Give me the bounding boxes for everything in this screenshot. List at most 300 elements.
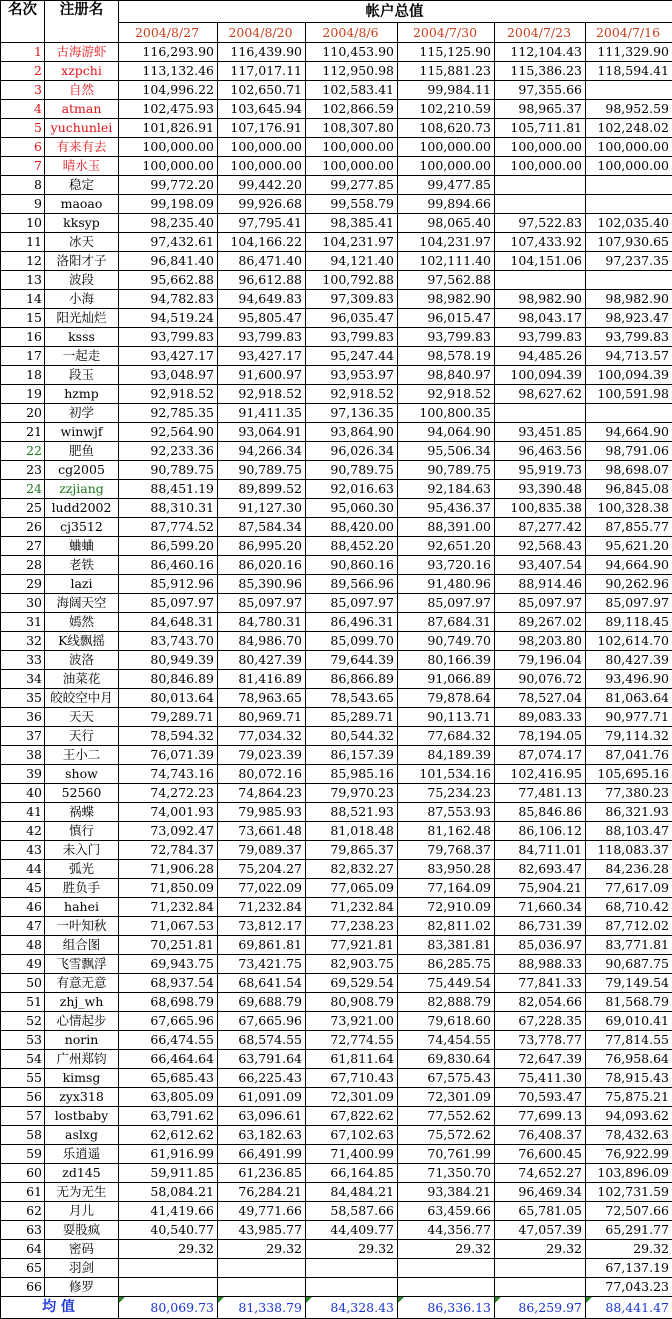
name-cell: kksyp (45, 214, 119, 233)
value-cell: 87,684.31 (398, 613, 495, 632)
value-cell: 68,641.54 (218, 974, 306, 993)
value-cell: 67,228.35 (495, 1012, 586, 1031)
value-cell: 75,204.27 (218, 860, 306, 879)
name-cell: 一叶知秋 (45, 917, 119, 936)
name-cell: 耍股疯 (45, 1221, 119, 1240)
table-row (1, 689, 672, 708)
value-cell: 91,600.97 (218, 366, 306, 385)
value-cell: 67,710.43 (306, 1069, 398, 1088)
value-cell: 115,881.23 (398, 62, 495, 81)
value-cell: 96,845.08 (586, 480, 672, 499)
value-cell: 75,411.30 (495, 1069, 586, 1088)
value-cell: 79,149.54 (586, 974, 672, 993)
value-cell: 91,127.30 (218, 499, 306, 518)
rank-cell: 60 (1, 1164, 45, 1183)
table-row (1, 404, 672, 423)
value-cell: 80,166.39 (398, 651, 495, 670)
value-cell: 100,800.35 (398, 404, 495, 423)
value-cell: 98,982.90 (398, 290, 495, 309)
value-cell: 84,236.28 (586, 860, 672, 879)
value-cell: 29.32 (495, 1240, 586, 1259)
name-cell: norin (45, 1031, 119, 1050)
value-cell: 84,711.01 (495, 841, 586, 860)
value-cell: 94,782.83 (119, 290, 218, 309)
value-cell: 97,309.83 (306, 290, 398, 309)
rank-cell: 49 (1, 955, 45, 974)
rank-cell: 16 (1, 328, 45, 347)
value-cell: 85,036.97 (495, 936, 586, 955)
table-row (1, 328, 672, 347)
value-cell: 83,743.70 (119, 632, 218, 651)
value-cell: 98,698.07 (586, 461, 672, 480)
rank-cell: 1 (1, 43, 45, 62)
value-cell: 90,076.72 (495, 670, 586, 689)
value-cell: 85,099.70 (306, 632, 398, 651)
value-cell: 99,198.09 (119, 195, 218, 214)
table-row (1, 1145, 672, 1164)
value-cell: 116,439.90 (218, 43, 306, 62)
value-cell: 113,132.46 (119, 62, 218, 81)
table-row (1, 1221, 672, 1240)
name-cell: xzpchi (45, 62, 119, 81)
name-cell: 王小二 (45, 746, 119, 765)
table-row (1, 765, 672, 784)
value-cell: 75,904.21 (495, 879, 586, 898)
table-row (1, 1012, 672, 1031)
value-cell: 69,861.81 (218, 936, 306, 955)
table-row (1, 879, 672, 898)
value-cell: 63,805.09 (119, 1088, 218, 1107)
value-cell: 78,915.43 (586, 1069, 672, 1088)
value-cell: 82,832.27 (306, 860, 398, 879)
value-cell (495, 404, 586, 423)
value-cell: 88,521.93 (306, 803, 398, 822)
value-cell: 86,106.12 (495, 822, 586, 841)
value-cell: 73,778.77 (495, 1031, 586, 1050)
value-cell: 99,477.85 (398, 176, 495, 195)
value-cell: 79,289.71 (119, 708, 218, 727)
value-cell: 105,695.16 (586, 765, 672, 784)
value-cell: 93,799.83 (218, 328, 306, 347)
value-cell: 97,355.66 (495, 81, 586, 100)
table-row (1, 670, 672, 689)
value-cell: 82,811.02 (398, 917, 495, 936)
value-cell: 89,118.45 (586, 613, 672, 632)
value-cell: 115,125.90 (398, 43, 495, 62)
table-row (1, 1050, 672, 1069)
rank-cell: 9 (1, 195, 45, 214)
value-cell: 118,083.37 (586, 841, 672, 860)
rank-cell: 50 (1, 974, 45, 993)
table-row (1, 347, 672, 366)
value-cell: 61,916.99 (119, 1145, 218, 1164)
value-cell: 92,016.63 (306, 480, 398, 499)
value-cell: 79,089.37 (218, 841, 306, 860)
value-cell: 69,529.54 (306, 974, 398, 993)
rank-cell: 62 (1, 1202, 45, 1221)
value-cell: 97,432.61 (119, 233, 218, 252)
name-cell: 油菜花 (45, 670, 119, 689)
value-cell: 104,996.22 (119, 81, 218, 100)
value-cell: 100,000.00 (119, 138, 218, 157)
table-row (1, 176, 672, 195)
value-cell: 110,453.90 (306, 43, 398, 62)
table-row (1, 138, 672, 157)
value-cell: 97,237.35 (586, 252, 672, 271)
rank-cell: 52 (1, 1012, 45, 1031)
rank-cell: 15 (1, 309, 45, 328)
value-cell: 97,136.35 (306, 404, 398, 423)
name-cell: 肥鱼 (45, 442, 119, 461)
table-row (1, 1107, 672, 1126)
value-cell: 79,768.37 (398, 841, 495, 860)
table-row (1, 974, 672, 993)
value-cell: 86,599.20 (119, 537, 218, 556)
table-row (1, 119, 672, 138)
table-row (1, 1088, 672, 1107)
value-cell: 79,618.60 (398, 1012, 495, 1031)
table-row (1, 81, 672, 100)
value-cell: 79,970.23 (306, 784, 398, 803)
value-cell: 77,684.32 (398, 727, 495, 746)
value-cell: 90,789.75 (119, 461, 218, 480)
account-total-header: 帐户总值 (119, 1, 672, 23)
date-header: 2004/8/20 (218, 23, 306, 43)
table-row (1, 518, 672, 537)
value-cell: 61,236.85 (218, 1164, 306, 1183)
table-row (1, 993, 672, 1012)
rank-cell: 66 (1, 1278, 45, 1297)
name-cell: 阳光灿烂 (45, 309, 119, 328)
value-cell: 92,651.20 (398, 537, 495, 556)
value-cell: 98,627.62 (495, 385, 586, 404)
value-cell: 79,196.04 (495, 651, 586, 670)
value-cell: 47,057.39 (495, 1221, 586, 1240)
rank-cell: 51 (1, 993, 45, 1012)
value-cell: 96,463.56 (495, 442, 586, 461)
value-cell: 91,411.35 (218, 404, 306, 423)
rank-cell: 3 (1, 81, 45, 100)
table-row (1, 822, 672, 841)
value-cell: 83,950.28 (398, 860, 495, 879)
value-cell: 100,000.00 (398, 157, 495, 176)
value-cell: 69,943.75 (119, 955, 218, 974)
value-cell: 72,784.37 (119, 841, 218, 860)
rank-cell: 43 (1, 841, 45, 860)
date-header: 2004/8/27 (119, 23, 218, 43)
value-cell: 73,661.48 (218, 822, 306, 841)
value-cell: 87,041.76 (586, 746, 672, 765)
value-cell: 99,984.11 (398, 81, 495, 100)
value-cell: 67,822.62 (306, 1107, 398, 1126)
name-cell: 晴水玉 (45, 157, 119, 176)
value-cell: 98,791.06 (586, 442, 672, 461)
value-cell: 85,985.16 (306, 765, 398, 784)
value-cell: 84,780.31 (218, 613, 306, 632)
value-cell: 68,574.55 (218, 1031, 306, 1050)
table-row (1, 62, 672, 81)
name-cell: 古海游虾 (45, 43, 119, 62)
value-cell: 98,952.59 (586, 100, 672, 119)
value-cell: 70,593.47 (495, 1088, 586, 1107)
date-header: 2004/7/16 (586, 23, 672, 43)
value-cell: 90,789.75 (306, 461, 398, 480)
value-cell: 100,000.00 (119, 157, 218, 176)
name-cell: 弧光 (45, 860, 119, 879)
rank-cell: 8 (1, 176, 45, 195)
value-cell: 66,464.64 (119, 1050, 218, 1069)
value-cell: 103,645.94 (218, 100, 306, 119)
rank-cell: 20 (1, 404, 45, 423)
value-cell: 84,648.31 (119, 613, 218, 632)
table-row (1, 1031, 672, 1050)
value-cell (306, 1259, 398, 1278)
value-cell: 85,912.96 (119, 575, 218, 594)
average-row (1, 1297, 672, 1319)
value-cell: 99,277.85 (306, 176, 398, 195)
table-row (1, 746, 672, 765)
value-cell: 69,830.64 (398, 1050, 495, 1069)
rank-cell: 42 (1, 822, 45, 841)
value-cell: 93,427.17 (119, 347, 218, 366)
value-cell: 77,699.13 (495, 1107, 586, 1126)
value-cell: 94,485.26 (495, 347, 586, 366)
value-cell: 61,091.09 (218, 1088, 306, 1107)
rank-cell: 21 (1, 423, 45, 442)
name-cell: 洛阳才子 (45, 252, 119, 271)
value-cell: 71,906.28 (119, 860, 218, 879)
value-cell: 92,184.63 (398, 480, 495, 499)
value-cell: 95,436.37 (398, 499, 495, 518)
value-cell: 92,568.43 (495, 537, 586, 556)
value-cell: 73,921.00 (306, 1012, 398, 1031)
name-cell: 密码 (45, 1240, 119, 1259)
rank-cell: 56 (1, 1088, 45, 1107)
value-cell: 102,650.71 (218, 81, 306, 100)
value-cell: 80,013.64 (119, 689, 218, 708)
rank-cell: 63 (1, 1221, 45, 1240)
value-cell: 77,481.13 (495, 784, 586, 803)
value-cell: 89,899.52 (218, 480, 306, 499)
value-cell: 71,400.99 (306, 1145, 398, 1164)
value-cell: 100,000.00 (586, 138, 672, 157)
value-cell: 77,164.09 (398, 879, 495, 898)
value-cell: 86,471.40 (218, 252, 306, 271)
value-cell: 78,194.05 (495, 727, 586, 746)
name-cell: 未入门 (45, 841, 119, 860)
value-cell (586, 195, 672, 214)
name-cell: zyx318 (45, 1088, 119, 1107)
value-cell: 111,329.90 (586, 43, 672, 62)
value-cell: 93,720.16 (398, 556, 495, 575)
value-cell: 78,527.04 (495, 689, 586, 708)
table-row (1, 252, 672, 271)
value-cell: 86,866.89 (306, 670, 398, 689)
value-cell: 80,908.79 (306, 993, 398, 1012)
value-cell: 112,104.43 (495, 43, 586, 62)
value-cell: 88,914.46 (495, 575, 586, 594)
value-cell: 99,772.20 (119, 176, 218, 195)
value-cell: 72,301.09 (306, 1088, 398, 1107)
value-cell: 117,017.11 (218, 62, 306, 81)
name-cell: atman (45, 100, 119, 119)
value-cell: 104,231.97 (398, 233, 495, 252)
rank-cell: 48 (1, 936, 45, 955)
value-cell: 100,000.00 (495, 157, 586, 176)
rank-cell: 45 (1, 879, 45, 898)
table-row (1, 195, 672, 214)
average-value: 86,259.97 (495, 1297, 586, 1319)
value-cell: 97,795.41 (218, 214, 306, 233)
rank-cell: 65 (1, 1259, 45, 1278)
name-cell: 乐逍遥 (45, 1145, 119, 1164)
value-cell: 68,937.54 (119, 974, 218, 993)
value-cell: 87,855.77 (586, 518, 672, 537)
rank-cell: 14 (1, 290, 45, 309)
name-cell: 皎皎空中月 (45, 689, 119, 708)
value-cell: 96,841.40 (119, 252, 218, 271)
value-cell: 79,644.39 (306, 651, 398, 670)
value-cell: 116,293.90 (119, 43, 218, 62)
rank-cell: 27 (1, 537, 45, 556)
value-cell: 80,544.32 (306, 727, 398, 746)
value-cell: 71,850.09 (119, 879, 218, 898)
date-header: 2004/8/6 (306, 23, 398, 43)
value-cell: 86,321.93 (586, 803, 672, 822)
value-cell (586, 271, 672, 290)
value-cell: 80,072.16 (218, 765, 306, 784)
value-cell: 87,074.17 (495, 746, 586, 765)
value-cell: 76,600.45 (495, 1145, 586, 1164)
value-cell: 44,409.77 (306, 1221, 398, 1240)
rank-cell: 22 (1, 442, 45, 461)
table-row (1, 651, 672, 670)
value-cell: 102,475.93 (119, 100, 218, 119)
value-cell: 71,660.34 (495, 898, 586, 917)
value-cell: 72,647.39 (495, 1050, 586, 1069)
value-cell: 102,210.59 (398, 100, 495, 119)
rank-cell: 47 (1, 917, 45, 936)
value-cell: 91,480.96 (398, 575, 495, 594)
value-cell: 108,307.80 (306, 119, 398, 138)
value-cell: 90,789.75 (398, 461, 495, 480)
value-cell: 97,562.88 (398, 271, 495, 290)
value-cell: 95,060.30 (306, 499, 398, 518)
rank-cell: 31 (1, 613, 45, 632)
value-cell: 98,965.37 (495, 100, 586, 119)
value-cell: 86,157.39 (306, 746, 398, 765)
value-cell: 84,189.39 (398, 746, 495, 765)
value-cell: 85,390.96 (218, 575, 306, 594)
value-cell: 112,950.98 (306, 62, 398, 81)
name-cell: 老铁 (45, 556, 119, 575)
value-cell: 102,248.02 (586, 119, 672, 138)
value-cell: 67,137.19 (586, 1259, 672, 1278)
name-cell: K线飘摇 (45, 632, 119, 651)
name-cell: maoao (45, 195, 119, 214)
table-row (1, 499, 672, 518)
value-cell: 81,063.64 (586, 689, 672, 708)
name-cell: 稳定 (45, 176, 119, 195)
value-cell: 59,911.85 (119, 1164, 218, 1183)
value-cell: 95,919.73 (495, 461, 586, 480)
value-cell: 96,035.47 (306, 309, 398, 328)
value-cell (119, 1259, 218, 1278)
name-cell: 慎行 (45, 822, 119, 841)
value-cell: 90,749.70 (398, 632, 495, 651)
value-cell: 65,781.05 (495, 1202, 586, 1221)
name-cell: 羽剑 (45, 1259, 119, 1278)
value-cell: 87,712.02 (586, 917, 672, 936)
rank-cell: 58 (1, 1126, 45, 1145)
value-cell: 81,162.48 (398, 822, 495, 841)
table-row (1, 613, 672, 632)
value-cell: 104,166.22 (218, 233, 306, 252)
value-cell: 67,665.96 (119, 1012, 218, 1031)
value-cell: 29.32 (119, 1240, 218, 1259)
value-cell: 73,092.47 (119, 822, 218, 841)
value-cell: 68,698.79 (119, 993, 218, 1012)
value-cell: 81,568.79 (586, 993, 672, 1012)
rank-cell: 6 (1, 138, 45, 157)
value-cell: 86,460.16 (119, 556, 218, 575)
name-cell: 波洛 (45, 651, 119, 670)
value-cell: 77,043.23 (586, 1278, 672, 1297)
table-row (1, 1278, 672, 1297)
value-cell: 63,096.61 (218, 1107, 306, 1126)
value-cell: 81,416.89 (218, 670, 306, 689)
name-cell: zd145 (45, 1164, 119, 1183)
value-cell: 98,043.17 (495, 309, 586, 328)
table-row (1, 214, 672, 233)
value-cell: 90,860.16 (306, 556, 398, 575)
value-cell: 83,381.81 (398, 936, 495, 955)
value-cell: 79,023.39 (218, 746, 306, 765)
value-cell: 86,020.16 (218, 556, 306, 575)
value-cell: 63,459.66 (398, 1202, 495, 1221)
value-cell: 98,578.19 (398, 347, 495, 366)
value-cell: 77,617.09 (586, 879, 672, 898)
value-cell (218, 1278, 306, 1297)
value-cell: 101,534.16 (398, 765, 495, 784)
value-cell: 98,235.40 (119, 214, 218, 233)
name-cell: hahei (45, 898, 119, 917)
value-cell: 93,048.97 (119, 366, 218, 385)
value-cell: 85,097.97 (398, 594, 495, 613)
value-cell: 90,789.75 (218, 461, 306, 480)
value-cell: 85,097.97 (306, 594, 398, 613)
table-row (1, 480, 672, 499)
table-row (1, 271, 672, 290)
value-cell: 82,693.47 (495, 860, 586, 879)
value-cell: 88,452.20 (306, 537, 398, 556)
value-cell: 96,026.34 (306, 442, 398, 461)
value-cell: 93,390.48 (495, 480, 586, 499)
value-cell: 65,291.77 (586, 1221, 672, 1240)
date-header: 2004/7/23 (495, 23, 586, 43)
value-cell: 76,284.21 (218, 1183, 306, 1202)
value-cell: 102,731.59 (586, 1183, 672, 1202)
value-cell: 100,835.38 (495, 499, 586, 518)
value-cell: 93,064.91 (218, 423, 306, 442)
rank-cell: 26 (1, 518, 45, 537)
rank-cell: 11 (1, 233, 45, 252)
name-header: 注册名 (45, 1, 119, 43)
value-cell: 80,969.71 (218, 708, 306, 727)
value-cell: 100,000.00 (218, 138, 306, 157)
value-cell: 103,896.09 (586, 1164, 672, 1183)
rank-cell: 41 (1, 803, 45, 822)
